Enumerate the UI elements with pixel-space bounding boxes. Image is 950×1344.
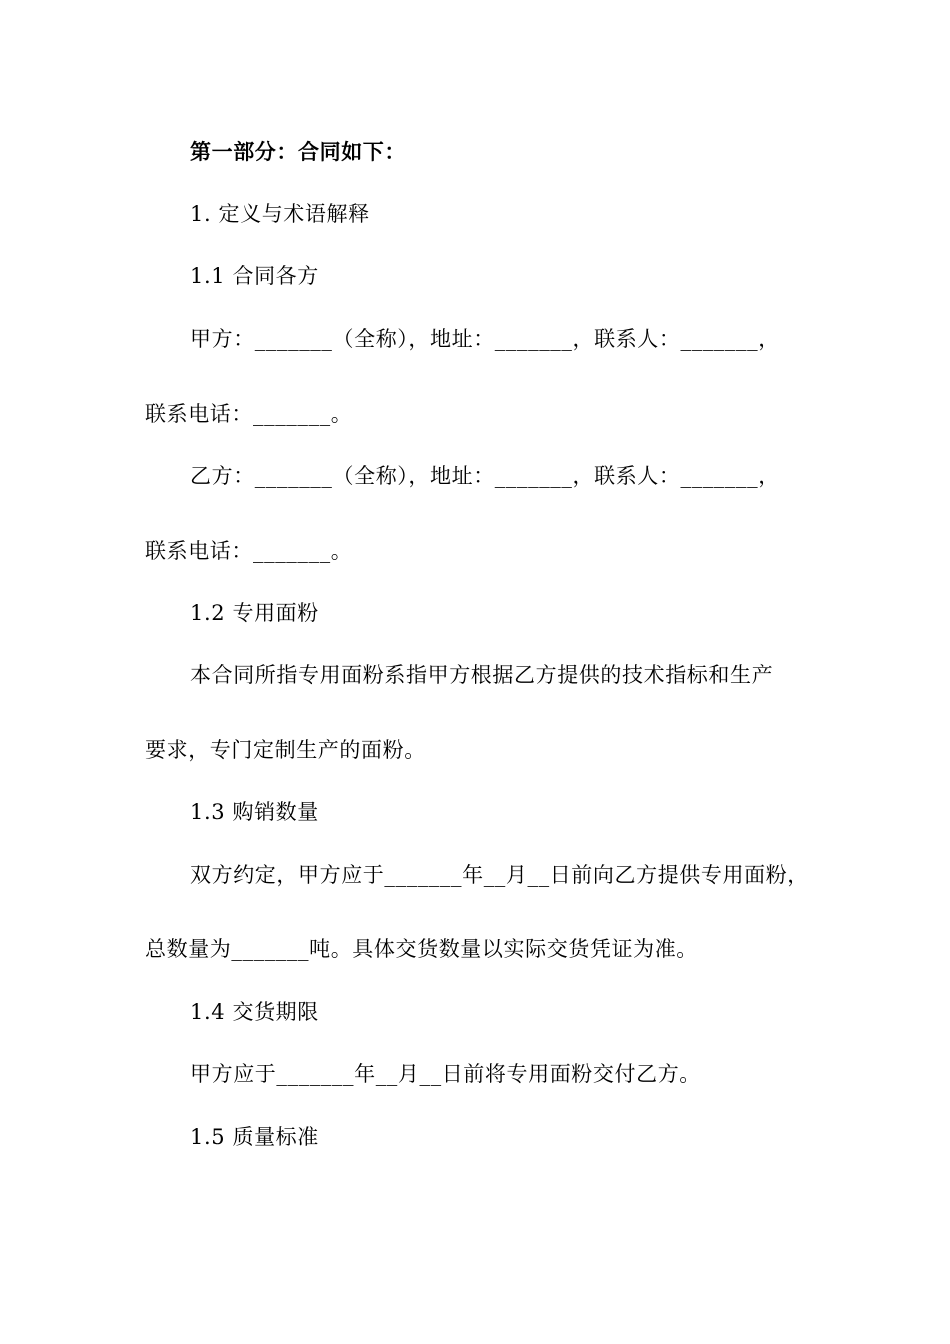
section-heading: 第一部分：合同如下： <box>190 139 406 164</box>
party-a-line: 甲方：_______（全称），地址：_______，联系人：_______， <box>190 327 780 351</box>
clause-heading-1-1: 1.1 合同各方 <box>190 264 319 288</box>
party-a-phone-line: 联系电话：_______。 <box>145 402 353 426</box>
party-b-phone-line: 联系电话：_______。 <box>145 539 353 563</box>
clause-heading-1: 1. 定义与术语解释 <box>190 202 370 226</box>
flour-definition-line-1: 本合同所指专用面粉系指甲方根据乙方提供的技术指标和生产 <box>190 663 774 687</box>
quantity-line-2: 总数量为_______吨。具体交货数量以实际交货凭证为准。 <box>145 937 698 961</box>
flour-definition-line-2: 要求，专门定制生产的面粉。 <box>145 738 426 762</box>
clause-heading-1-2: 1.2 专用面粉 <box>190 601 319 625</box>
delivery-term-line: 甲方应于_______年__月__日前将专用面粉交付乙方。 <box>190 1062 701 1086</box>
party-b-line: 乙方：_______（全称），地址：_______，联系人：_______， <box>190 464 780 488</box>
clause-heading-1-3: 1.3 购销数量 <box>190 800 319 824</box>
clause-heading-1-4: 1.4 交货期限 <box>190 1000 319 1024</box>
quantity-line-1: 双方约定，甲方应于_______年__月__日前向乙方提供专用面粉， <box>190 863 809 887</box>
clause-heading-1-5: 1.5 质量标准 <box>190 1125 319 1149</box>
